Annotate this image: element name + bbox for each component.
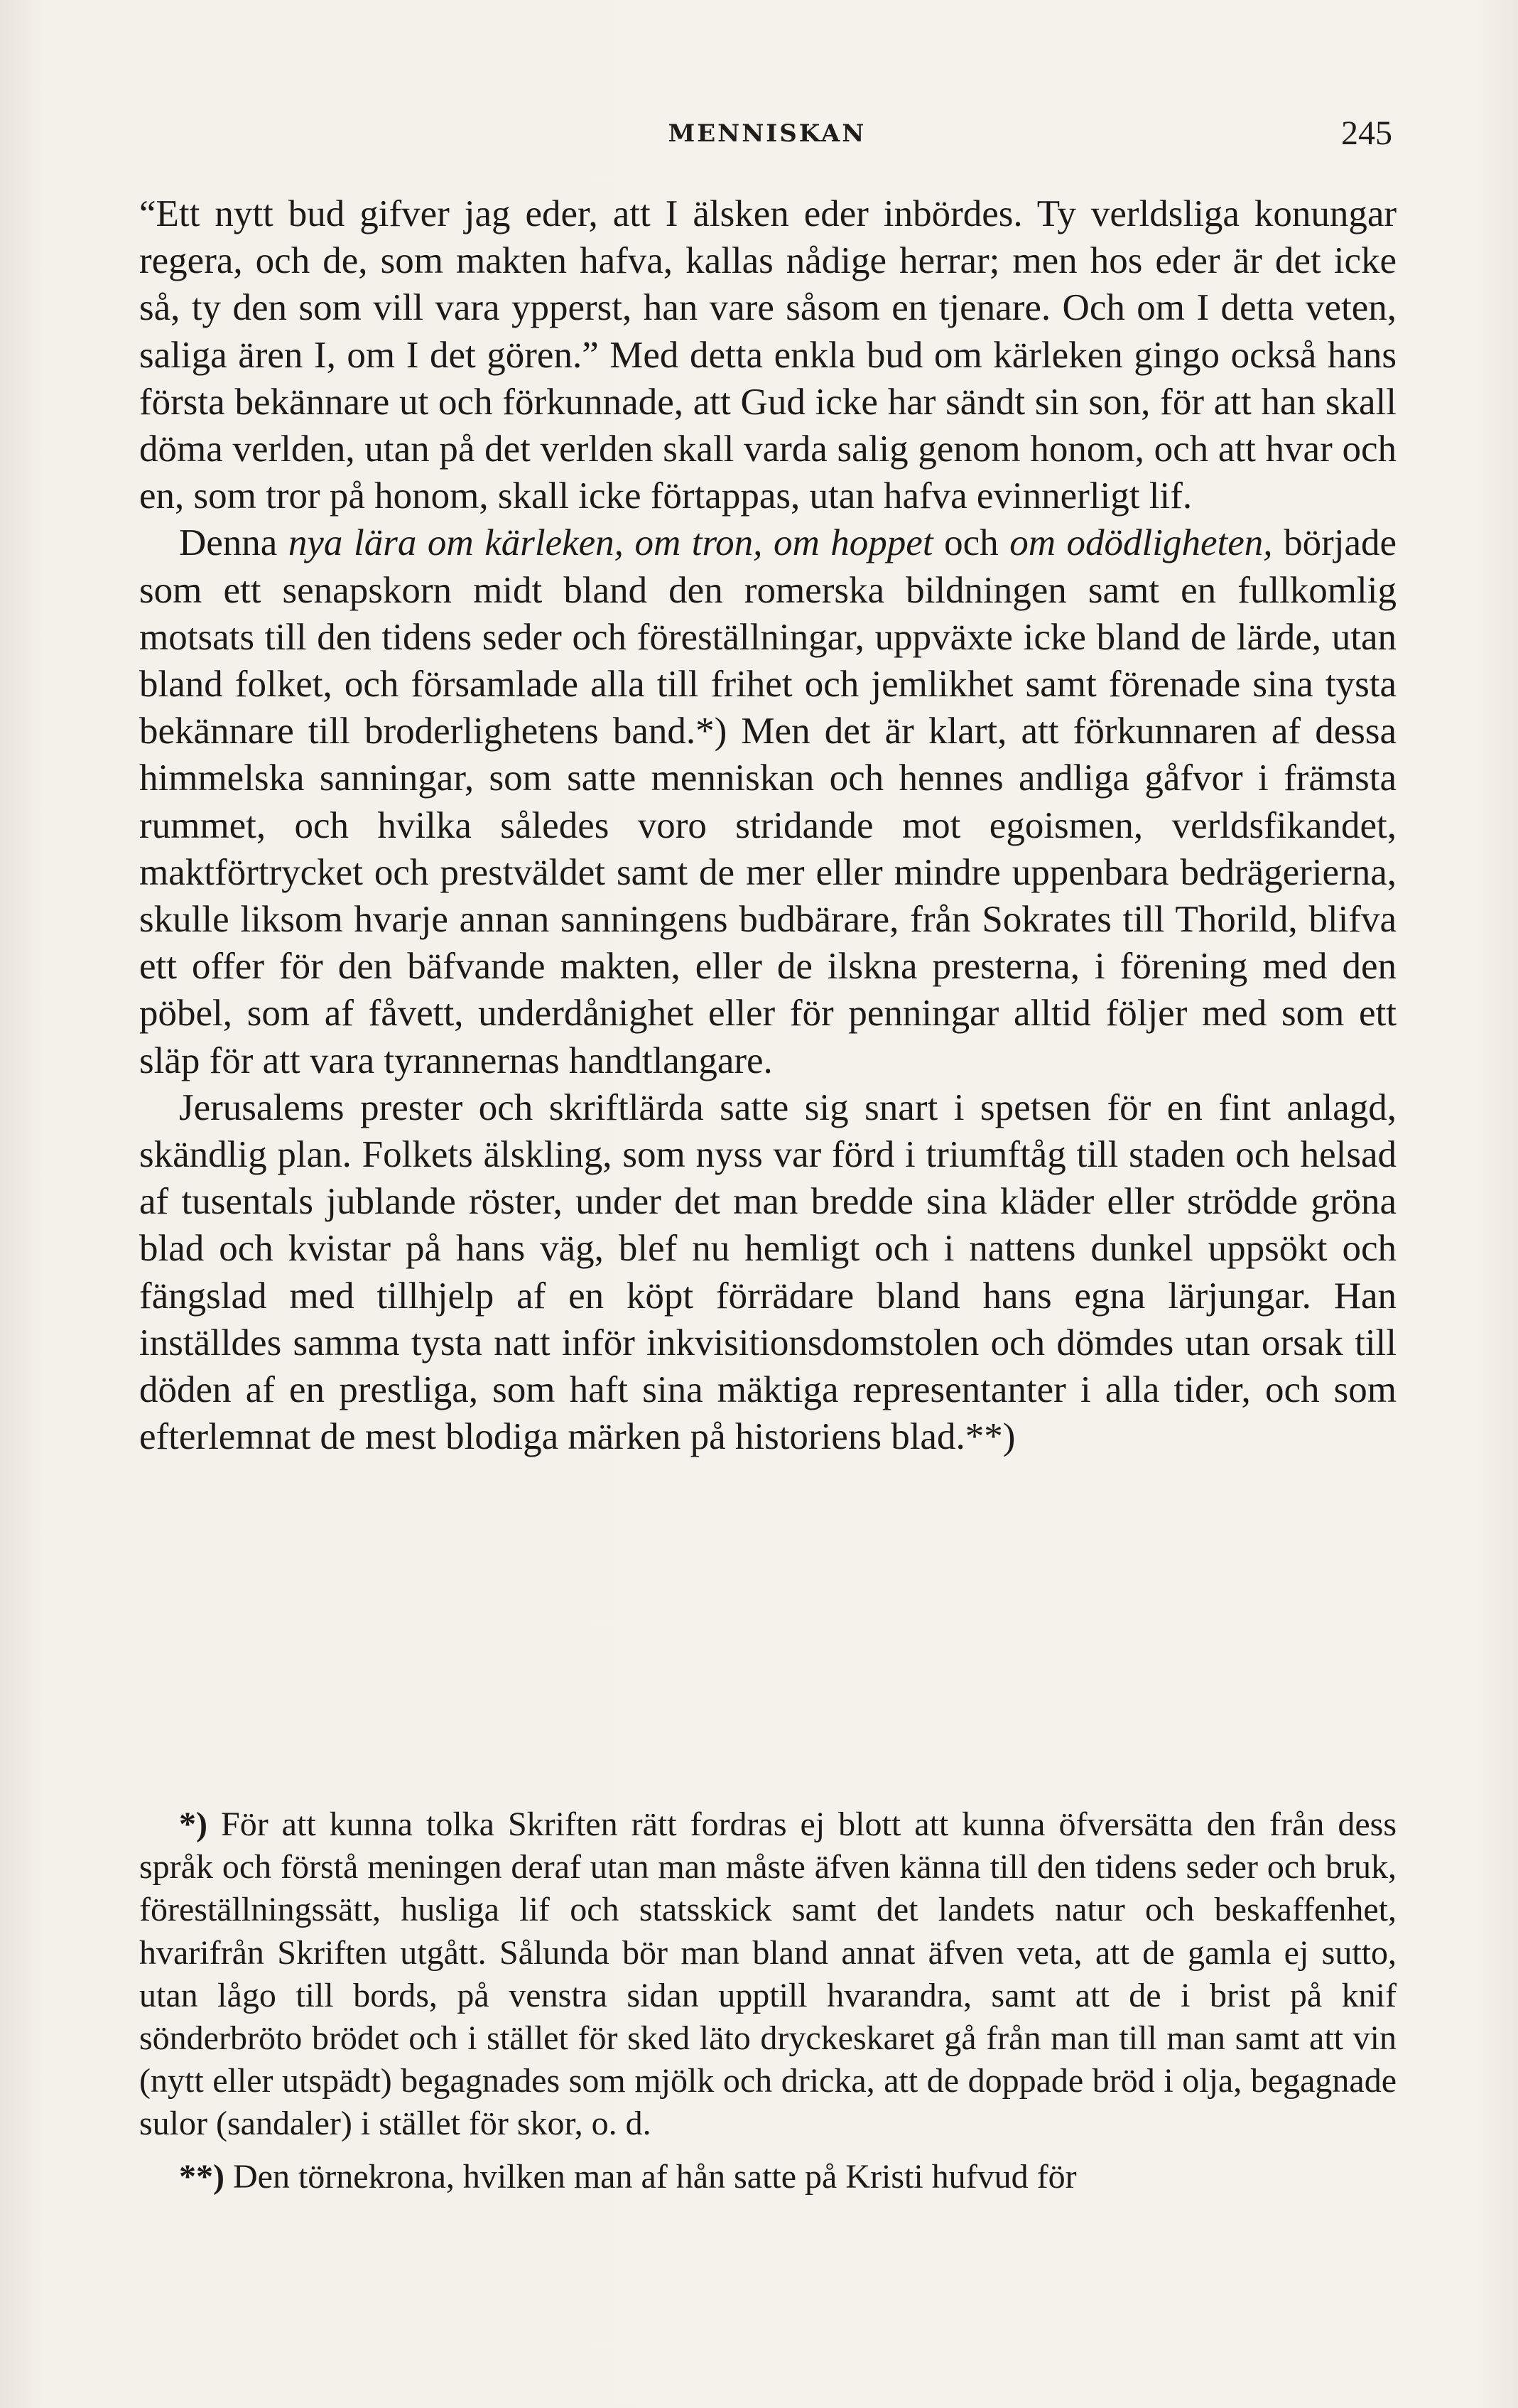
footnote-1-mark: *): [179, 1805, 207, 1843]
footnote-2-text: Den törnekrona, hvilken man af hån satte på Kristi hufvud för: [224, 2157, 1077, 2196]
running-head: MENNISKAN: [668, 119, 867, 148]
main-text: [139, 190, 1397, 1460]
footnotes: [139, 1803, 1397, 2198]
paragraph-2-rest: började som ett senapskorn midt bland den romerska bildningen samt en fullkomlig motsats till den tidens seder och föreställningar, uppväxte icke bland de lärde, utan bland folket, och församlade alla till frihet och jemlikhet samt förenade sina tysta bekännare till broderlighetens band.*) Men det är klart, att förkunnaren af dessa himmelska sanningar, som satte menniskan och hennes andliga gåfvor i främsta rummet, och hvilka således voro stridande mot egoismen, verldsfikandet, maktförtrycket och prestväldet samt de mer eller mindre uppenbara bedrägerierna, skulle liksom hvarje annan sanningens budbärare, från Sokrates till Thorild, blifva ett offer för den bäfvande makten, eller de ilskna presterna, i förening med den pöbel, som af fåvett, underdånighet eller för penningar alltid följer med som ett släp för att vara tyrannernas handtlangare.: [139, 522, 1397, 1081]
paragraph-2: [139, 519, 1397, 1084]
footnote-1-text: För att kunna tolka Skriften rätt fordras ej blott att kunna öfversätta den från dess språk och förstå meningen deraf utan man måste äfven känna till den tidens seder och bruk, föreställningssätt, husliga lif och statsskick samt det landets natur och beskaffenhet, hvarifrån Skriften utgått. Sålunda bör man bland annat äfven veta, att de gamla ej sutto, utan lågo till bords, på venstra sidan upptill hvarandra, samt att de i brist på knif sönderbröto brödet och i stället för sked läto dryckeskaret gå från man till man samt att vin (nytt eller utspädt) begagnades som mjölk och dricka, att de doppade bröd i olja, begagnade sulor (sandaler) i stället för skor, o. d.: [139, 1805, 1397, 2143]
footnote-2-mark: **): [179, 2157, 224, 2196]
paragraph-2-emphasis-1: nya lära om kärleken, om tron, om hoppet: [288, 522, 933, 564]
paragraph-2-emphasis-2: om odödligheten,: [1009, 522, 1273, 564]
paragraph-2-lead: Denna: [179, 522, 288, 564]
page-number: 245: [1341, 114, 1392, 152]
paragraph-1: “Ett nytt bud gifver jag eder, att I älsken eder inbördes. Ty verldsliga konungar regera, och de, som makten hafva, kallas nådige herrar; men hos eder är det icke så, ty den som vill vara ypperst, han vare såsom en tjenare. Och om I detta veten, saliga ären I, om I det gören.” Med detta enkla bud om kärleken gingo också hans första bekännare ut och förkunnade, att Gud icke har sändt sin son, för att han skall döma verlden, utan på det verlden skall varda salig genom honom, och att hvar och en, som tror på honom, skall icke förtappas, utan hafva evinnerligt lif.: [139, 193, 1397, 517]
paragraph-2-mid: och: [933, 522, 1010, 564]
paragraph-3: Jerusalems prester och skriftlärda satte sig snart i spetsen för en fint anlagd, skändlig plan. Folkets älskling, som nyss var förd i triumftåg till staden och helsad af tusentals jublande röster, under det man bredde sina kläder eller strödde gröna blad och kvistar på hans väg, blef nu hemligt och i nattens dunkel uppsökt och fängslad med tillhjelp af en köpt förrädare bland hans egna lärjungar. Han inställdes samma tysta natt inför inkvisitionsdomstolen och dömdes utan orsak till döden af en prestliga, som haft sina mäktiga representanter i alla tider, och som efterlemnat de mest blodiga märken på historiens blad.**): [139, 1086, 1397, 1458]
footnote-1: [139, 1803, 1397, 2146]
page-header: [142, 114, 1392, 156]
footnote-2: [139, 2156, 1397, 2198]
